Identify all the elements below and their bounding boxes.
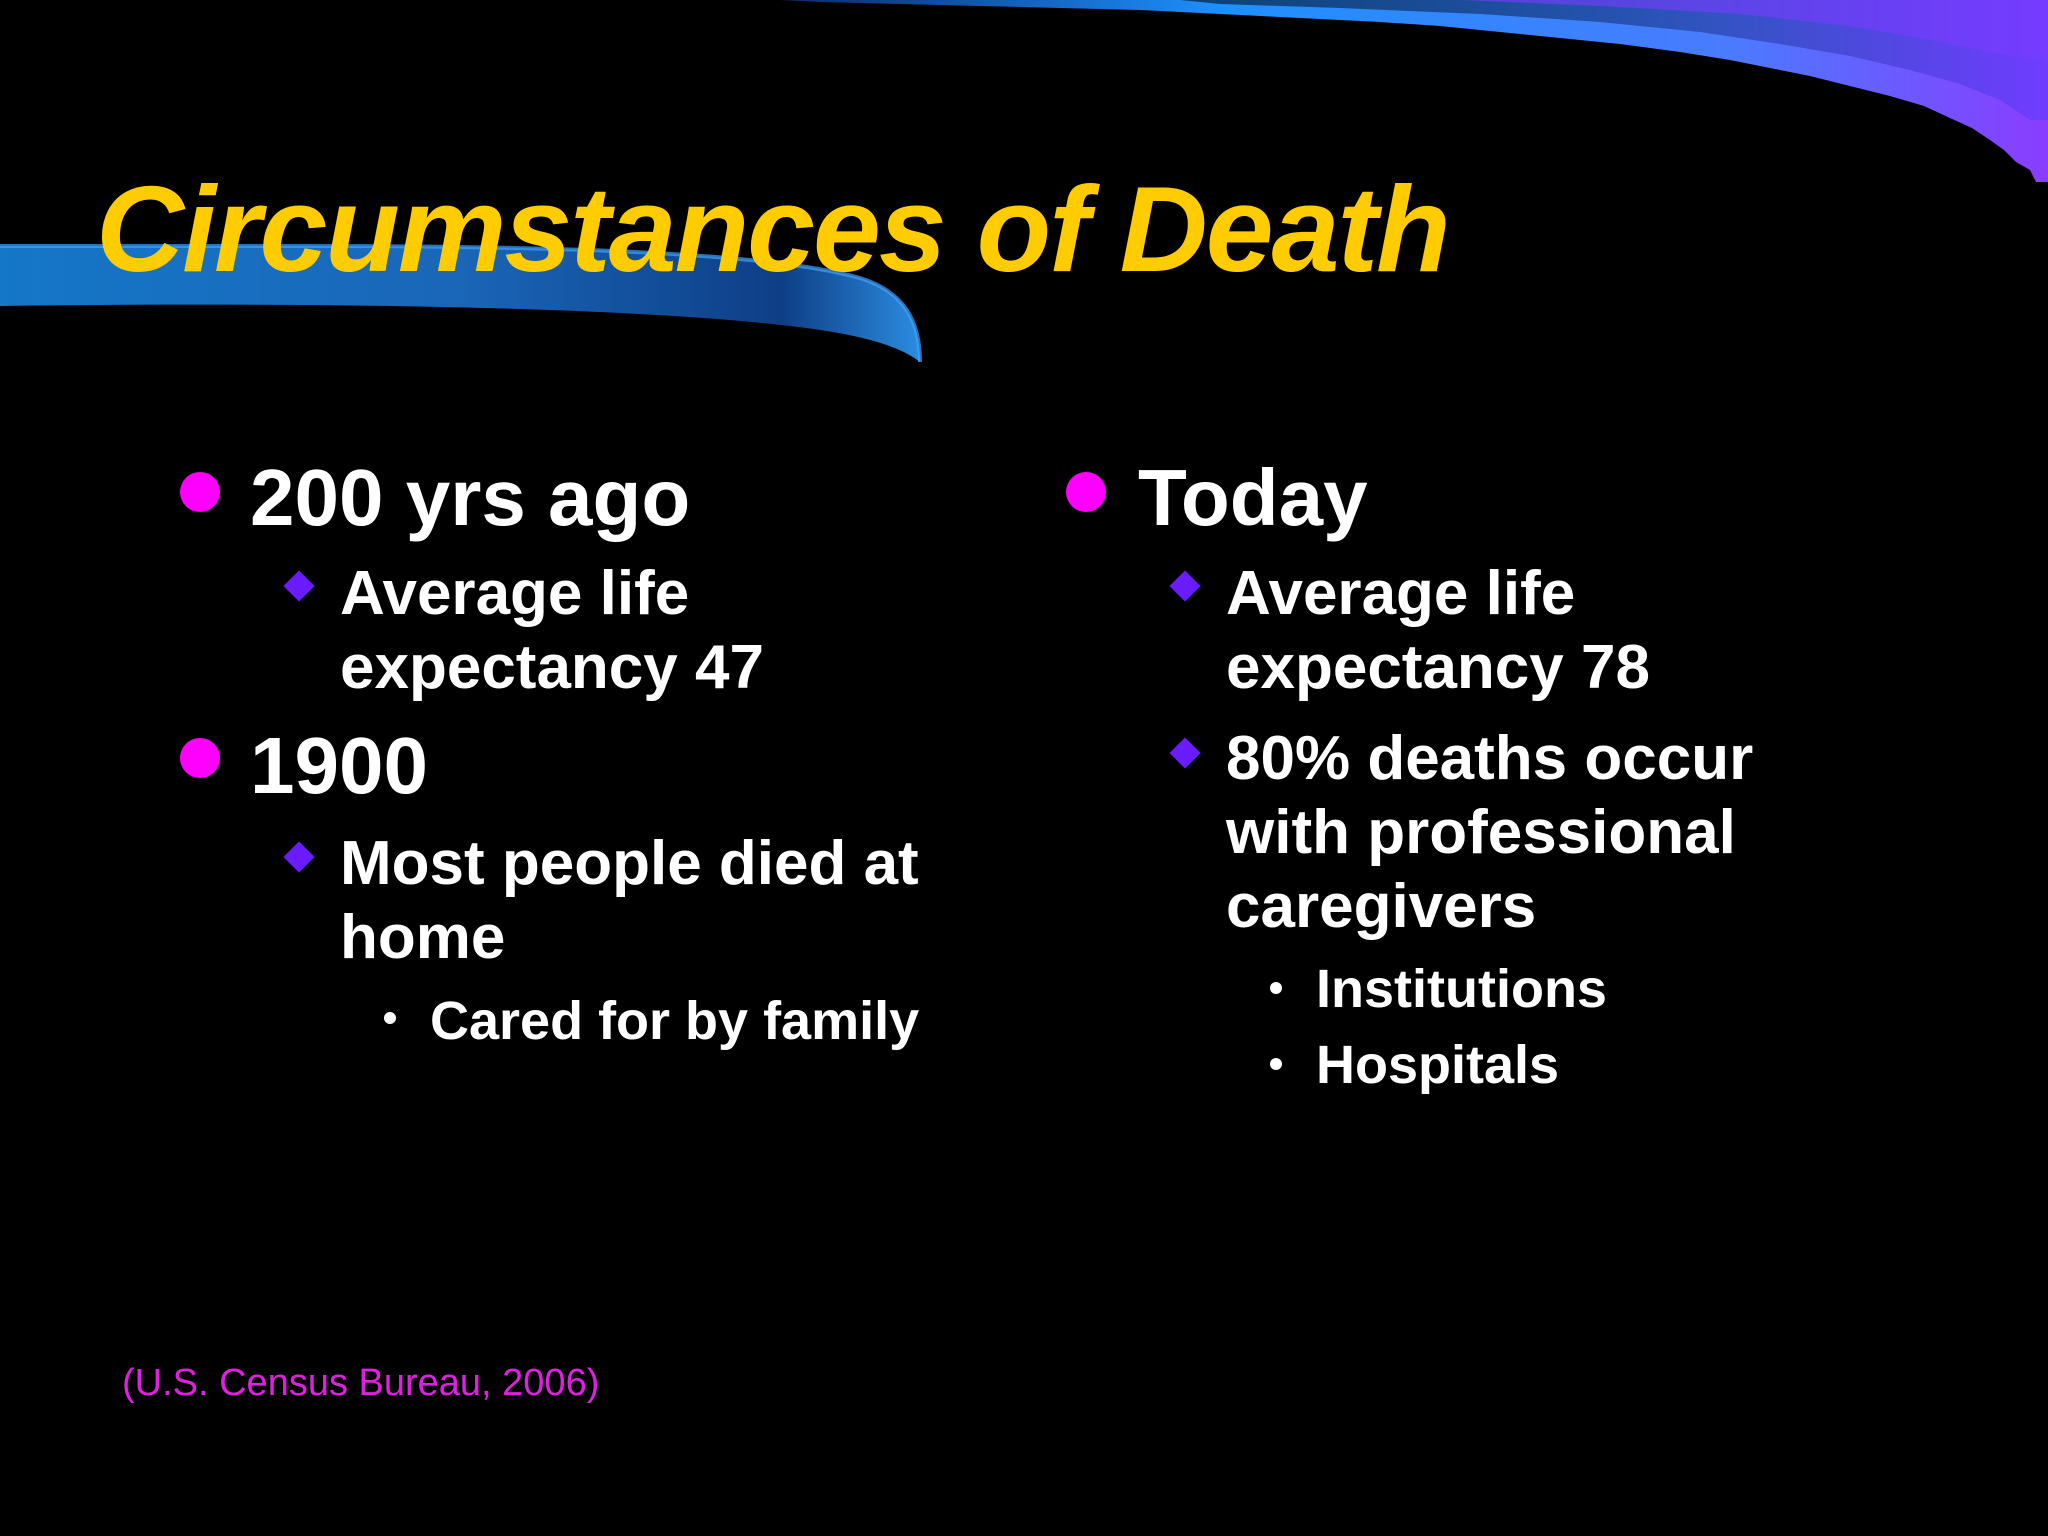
small-bullet-icon [1270,1058,1282,1070]
point-line: caregivers [1226,872,1537,941]
subpoint: Cared for by family [430,991,920,1051]
point-line: 80% deaths occur [1226,724,1754,793]
section-heading: 1900 [250,721,428,810]
section-heading: 200 yrs ago [250,453,691,542]
point-line: Average life [340,559,690,628]
bullet-dot-icon [180,738,220,778]
subpoint: Institutions [1316,959,1607,1019]
small-bullet-icon [384,1012,396,1024]
point-line: expectancy 47 [340,633,764,702]
slide-title: Circumstances of Death [96,161,1449,297]
source-citation: (U.S. Census Bureau, 2006) [122,1362,600,1404]
diamond-bullet-icon [283,570,314,601]
subpoint: Hospitals [1316,1035,1560,1095]
diamond-bullet-icon [1169,737,1200,768]
small-bullet-icon [1270,982,1282,994]
diamond-bullet-icon [283,841,314,872]
point-line: expectancy 78 [1226,633,1650,702]
point-line: with professional [1226,798,1736,867]
bullet-dot-icon [180,472,220,512]
point-line: Most people died at [340,829,919,898]
point-line: Average life [1226,559,1576,628]
section-heading: Today [1138,453,1368,542]
bullet-dot-icon [1066,472,1106,512]
point-line: home [340,903,506,972]
diamond-bullet-icon [1169,570,1200,601]
